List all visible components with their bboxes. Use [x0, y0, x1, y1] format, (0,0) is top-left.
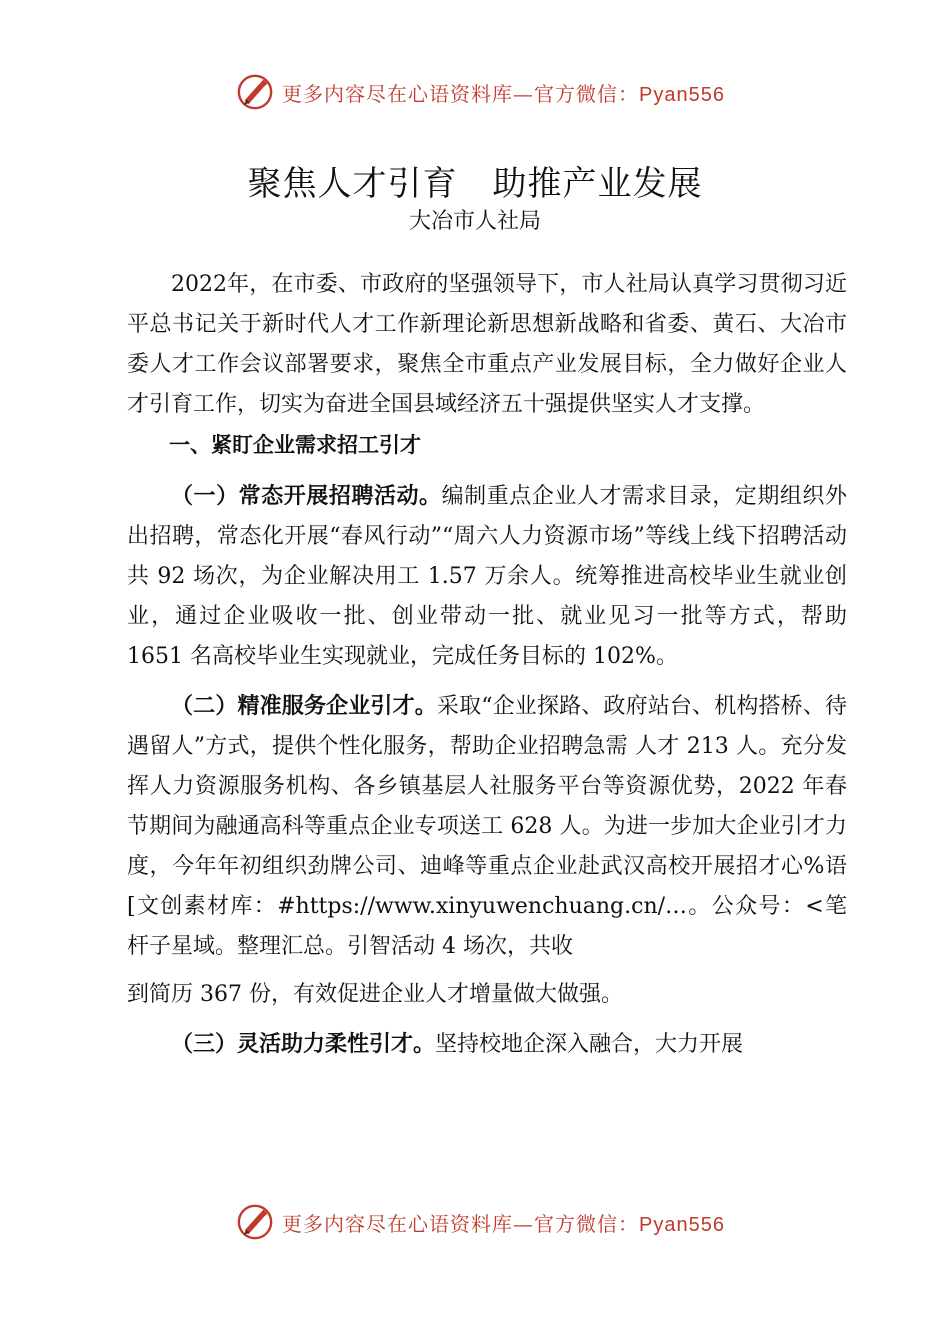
subsection-2-body: 采取“企业探路、政府站台、机构搭桥、待遇留人”方式，提供个性化服务，帮助企业招聘急需 人才 213 人。充分发挥人力资源服务机构、各乡镇基层人社服务平台等资源优势，2022 年春节期间为融通高科等重点企业专项送工 628 人。为进一步加大企业引才力度，今年年初组织劲牌公司、迪峰等重点企业赴武汉高校开展招才心%语[文创素材库：#https://www.xinyuwenchuang.cn/…。公众号：<笔杆子星域。整理汇总。引智活动 4 场次，共收	[127, 694, 847, 959]
subsection-3-heading: （三）灵活助力柔性引才。	[171, 1032, 436, 1057]
subsection-1-body: 编制重点企业人才需求目录，定期组织外出招聘，常态化开展“春风行动”“周六人力资源市场”等线上线下招聘活动共 92 场次，为企业解决用工 1.57 万余人。统筹推进高校毕业生就业创业，通过企业吸收一批、创业带动一批、就业见习一批等方式，帮助 1651 名高校毕业生实现就业，完成任务目标的 102%。	[127, 484, 847, 669]
subsection-2-paragraph	[127, 687, 847, 967]
wechat-id: Pyan556	[639, 1213, 725, 1236]
subsection-3-body: 坚持校地企深入融合，大力开展	[435, 1032, 744, 1057]
document-author: 大冶市人社局	[408, 209, 541, 234]
wechat-id: Pyan556	[639, 83, 725, 106]
subsection-1-paragraph	[127, 477, 847, 677]
banner-text: 更多内容尽在心语资料库—官方微信：Pyan556	[282, 1211, 725, 1236]
subsection-1-heading: （一）常态开展招聘活动。	[171, 484, 442, 509]
section-heading-1: 一、紧盯企业需求招工引才	[169, 433, 421, 457]
subsection-2-continuation: 到简历 367 份，有效促进企业人才增量做大做强。	[127, 982, 623, 1007]
footer-banner	[236, 1202, 725, 1242]
subsection-2-heading: （二）精准服务企业引才。	[171, 694, 437, 719]
header-banner	[236, 72, 725, 112]
document-body	[127, 265, 847, 1065]
subsection-3-paragraph	[127, 1025, 847, 1065]
pen-logo-icon	[236, 1203, 274, 1241]
pen-logo-icon	[236, 73, 274, 111]
banner-text: 更多内容尽在心语资料库—官方微信：Pyan556	[282, 81, 725, 106]
intro-paragraph: 2022年，在市委、市政府的坚强领导下，市人社局认真学习贯彻习近平总书记关于新时代人才工作新理论新思想新战略和省委、黄石、大冶市委人才工作会议部署要求，聚焦全市重点产业发展目标，全力做好企业人才引育工作，切实为奋进全国县域经济五十强提供坚实人才支撑。	[127, 272, 847, 417]
document-title: 聚焦人才引育 助推产业发展	[247, 164, 703, 204]
